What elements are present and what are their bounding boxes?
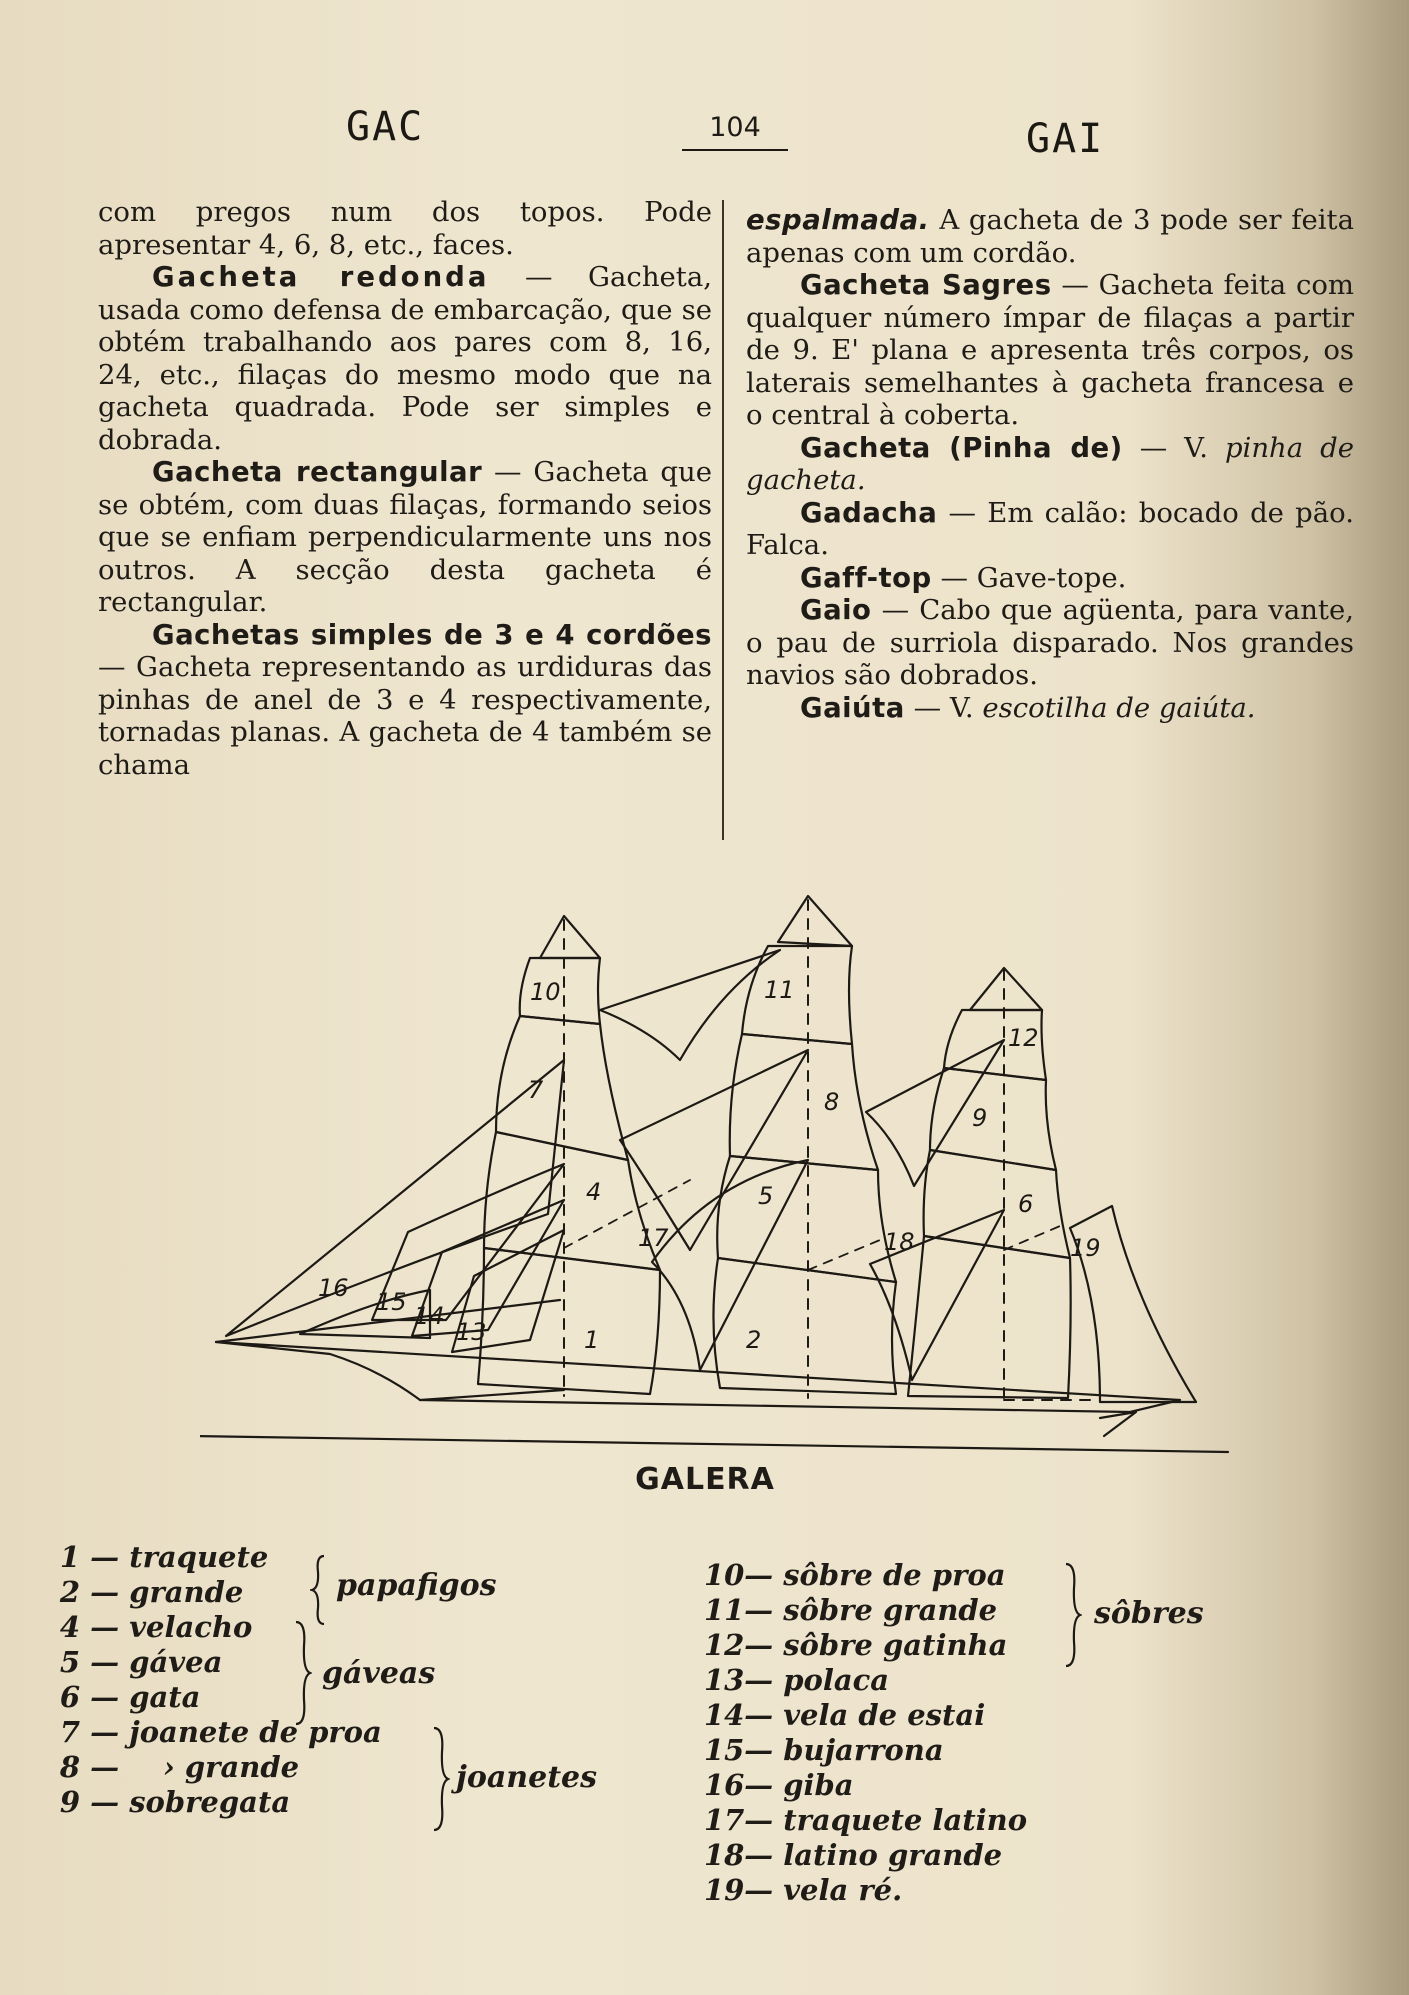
legend-item: 5 — gávea (59, 1645, 223, 1679)
italic-term: espalmada. (746, 204, 930, 236)
figure-caption: GALERA (635, 1462, 775, 1497)
brace-icon (430, 1726, 450, 1832)
legend-item: 4 — velacho (59, 1610, 253, 1644)
definition: — Gave-tope. (931, 561, 1127, 594)
sail-label-19: 19 (1070, 1234, 1101, 1262)
headword: Gacheta rectangular (152, 456, 483, 488)
sail-label-18: 18 (884, 1228, 915, 1256)
entry-gacheta-pinha (746, 432, 1354, 497)
ship-illustration (200, 890, 1240, 1470)
entry-continuation: com pregos num dos topos. Pode apresentar 4, 6, 8, etc., faces. (98, 196, 712, 261)
headword: Gaiúta (800, 691, 905, 724)
sail-label-13: 13 (456, 1318, 487, 1346)
definition: — Gacheta feita com qualquer número ímpar de filaças a partir de 9. E' plana e apresenta três corpos, os laterais semelhantes à gacheta francesa e o central à coberta. (746, 269, 1354, 431)
waterline (200, 1436, 1228, 1452)
legend-item: 18 — latino grande (704, 1838, 1003, 1872)
sail-label-17: 17 (638, 1224, 669, 1252)
column-rule (722, 200, 724, 840)
legend-item: 11 — sôbre grande (704, 1593, 998, 1627)
headword: Gacheta Sagres (800, 269, 1052, 301)
legend-right (704, 1558, 1027, 1908)
entry-gaio (746, 594, 1354, 692)
running-head-right: GAI (1026, 116, 1105, 162)
headword: Gacheta redonda (152, 261, 490, 293)
cross-reference: escotilha de gaiúta. (982, 691, 1256, 724)
definition: — Em calão: bocado de pão. Falca. (746, 496, 1354, 561)
page-number: 104 (682, 112, 788, 151)
headword: Gadacha (800, 496, 938, 529)
right-column (746, 204, 1354, 724)
legend-item: 12 — sôbre gatinha (704, 1628, 1008, 1662)
legend-item: 8 — › grande (59, 1750, 300, 1784)
sail-label-14: 14 (414, 1302, 445, 1330)
legend-item: 15 — bujarrona (704, 1733, 944, 1767)
legend-item: 19 — vela ré. (704, 1873, 903, 1907)
running-head-left: GAC (346, 104, 425, 150)
definition: A gacheta de 3 pode ser feita apenas com um cordão. (746, 204, 1354, 269)
legend-item: 16 — giba (704, 1768, 854, 1802)
definition: — Gacheta representando as urdiduras das pinhas de anel de 3 e 4 respectivamente, tornadas planas. A gacheta de 4 também se chama (98, 651, 712, 781)
entry-gacheta-redonda (98, 261, 712, 456)
brace-icon (1062, 1562, 1082, 1668)
entry-gacheta-sagres (746, 269, 1354, 432)
entry-gaff-top (746, 562, 1354, 595)
definition: — Cabo que agüenta, para vante, o pau de surriola disparado. Nos grandes navios são dobrados. (746, 594, 1354, 691)
headword: Gacheta (Pinha de) (800, 431, 1123, 464)
legend-item: 7 — joanete de proa (59, 1715, 382, 1749)
definition: — Gacheta que se obtém, com duas filaças, formando seios que se enfiam perpendicularmente uns nos outros. A secção desta gacheta é rectangular. (98, 456, 712, 618)
headword: Gaio (800, 594, 872, 626)
legend-item: 1 — traquete (59, 1540, 269, 1574)
legend-item: 17 — traquete latino (704, 1803, 1028, 1837)
sail-label-2: 2 (746, 1326, 762, 1354)
definition: — Gacheta, usada como defensa de embarcação, que se obtém trabalhando aos pares com 8, 16, 24, etc., filaças do mesmo modo que na gacheta quadrada. Pode ser simples e dobrada. (98, 261, 712, 456)
sail-label-16: 16 (318, 1274, 349, 1302)
sail-label-12: 12 (1008, 1024, 1039, 1052)
legend-item: 6 — gata (59, 1680, 201, 1714)
sail-label-1: 1 (584, 1326, 600, 1354)
entry-continuation (746, 204, 1354, 269)
sail-label-6: 6 (1018, 1190, 1034, 1218)
sail-label-4: 4 (586, 1178, 602, 1206)
book-page: GAC 104 GAI com pregos num dos topos. Pode apresentar 4, 6, 8, etc., faces. Gacheta redonda — Gacheta, usada como defensa de embarcação, que se obtém trabalhando aos pares com 8, 16, 24, etc., filaças do mesmo modo que na gacheta quadrada. Pode ser simples e dobrada. Gacheta rectangular — Gacheta que se obtém, com duas filaças, formando seios que se enfiam perpendicularmente uns nos outros. A secção desta gacheta é rectangular. Gachetas simples de 3 e 4 cordões — Gacheta representando as urdiduras das pinhas de anel de 3 e 4 respectivamente, tornadas planas. A gacheta de 4 também se chama espalmada. A gacheta de 3 pode ser feita apenas com um cordão. Gacheta Sagres — Gacheta feita com qualquer número ímpar de filaças a partir de 9. E' plana e apresenta três corpos, os laterais semelhantes à gacheta francesa e o central à coberta. Gacheta (Pinha de) — V. pinha de gacheta. Gadacha — Em calão: bocado de pão. Falca. Gaff-top — Gave-tope. Gaio — Cabo que agüenta, para vante, o pau de surriola disparado. Nos grandes navios são dobrados. Gaiúta — V. escotilha de gaiúta. 10 7 4 1 11 8 5 2 12 9 6 19 18 17 16 15 14 13 GALERA 1 — traquete 2 — grande 4 — velacho 5 — gávea 6 — gata 7 — joanete de proa 8 — › grande 9 — sobregata papafigos gáveas joanetes 10 — sôbre de proa 11 — sôbre grande 12 — sôbre gatinha 13 — polaca 14 — vela de estai 15 — bujarrona 16 — giba 17 — traquete latino 18 — latino grande 19 — vela ré. sôbres (0, 0, 1409, 1995)
sail-label-8: 8 (824, 1088, 840, 1116)
legend-item: 9 — sobregata (59, 1785, 291, 1819)
entry-gacheta-rectangular (98, 456, 712, 619)
legend-item: 14 — vela de estai (704, 1698, 986, 1732)
sail-label-7: 7 (528, 1076, 544, 1104)
brace-icon (292, 1620, 312, 1726)
sail-label-11: 11 (764, 976, 795, 1004)
legend-item: 13 — polaca (704, 1663, 890, 1697)
sail-label-15: 15 (376, 1288, 407, 1316)
legend-item: 10 — sôbre de proa (704, 1558, 1006, 1592)
headword: Gachetas simples de 3 e 4 cordões (152, 618, 712, 651)
entry-gachetas-simples (98, 619, 712, 782)
brace-icon (310, 1554, 330, 1626)
headword: Gaff-top (800, 561, 932, 594)
entry-gaiuta (746, 692, 1354, 725)
separator: — V. (1122, 431, 1225, 464)
entry-gadacha (746, 497, 1354, 562)
cross-reference: pinha de gacheta. (746, 431, 1354, 496)
separator: — V. (904, 691, 983, 724)
sail-label-10: 10 (530, 978, 561, 1006)
legend-item: 2 — grande (59, 1575, 244, 1609)
sail-label-9: 9 (972, 1104, 988, 1132)
sail-label-5: 5 (758, 1182, 774, 1210)
left-column (98, 196, 712, 781)
